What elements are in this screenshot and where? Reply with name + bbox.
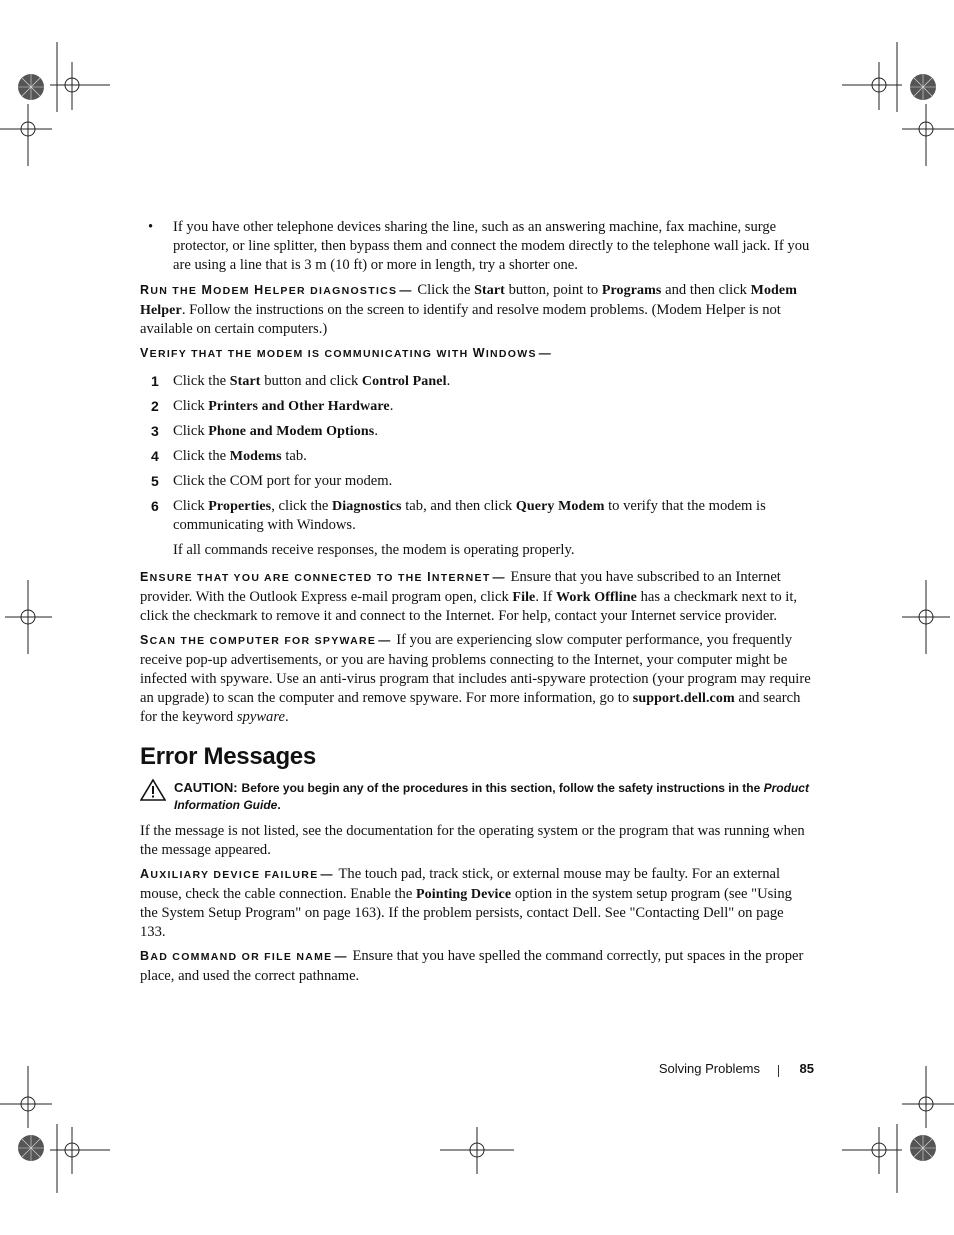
bad-command-paragraph: BAD COMMAND OR FILE NAME — Ensure that you have spelled the command correctly, put spaces in the proper place, and used the correct pathname. bbox=[140, 948, 804, 984]
spyware-heading: SCAN THE COMPUTER FOR SPYWARE bbox=[140, 633, 377, 647]
programs-menu-ref: Programs bbox=[601, 283, 662, 298]
page-body bbox=[140, 218, 812, 991]
page-number: 85 bbox=[799, 1061, 814, 1076]
bullet-item bbox=[140, 218, 812, 275]
bullet-icon: • bbox=[148, 219, 154, 235]
caution-icon bbox=[140, 779, 166, 801]
step-item: 5 Click the COM port for your modem. bbox=[151, 473, 393, 489]
caution-notice: CAUTION: Before you begin any of the procedures in this section, follow the safety instructions in the Product Information Guide. bbox=[140, 779, 812, 814]
modem-helper-heading: RUN THE MODEM HELPER DIAGNOSTICS bbox=[140, 283, 398, 297]
step-item: 4 Click the Modems tab. bbox=[151, 448, 307, 464]
verify-steps-list bbox=[140, 372, 812, 535]
modem-helper-paragraph: RUN THE MODEM HELPER DIAGNOSTICS — Click the Start button, point to Programs and then click Modem Helper. Follow the instructions on the screen to identify and resolve modem problems. (Modem Helper is not available on certain computers.) bbox=[140, 282, 798, 337]
footer-section-title: Solving Problems bbox=[658, 1061, 760, 1076]
support-link[interactable]: support.dell.com bbox=[632, 691, 735, 706]
step-item: 3 Click Phone and Modem Options. bbox=[151, 423, 378, 439]
internet-heading: ENSURE THAT YOU ARE CONNECTED TO THE INTERNET bbox=[140, 570, 491, 584]
step-item: 6 Click Properties, click the Diagnostics tab, and then click Query Modem to verify that the modem is communicating with Windows. bbox=[151, 498, 766, 533]
step-item: 1 Click the Start button and click Control Panel. bbox=[151, 373, 451, 389]
footer-divider bbox=[778, 1065, 779, 1077]
step6-note: If all commands receive responses, the modem is operating properly. bbox=[173, 542, 575, 558]
verify-modem-heading: VERIFY THAT THE MODEM IS COMMUNICATING WITH WINDOWS — bbox=[140, 346, 551, 360]
aux-device-paragraph: AUXILIARY DEVICE FAILURE — The touch pad, track stick, or external mouse may be faulty. For an external mouse, check the cable connection. Enable the Pointing Device option in the system setup program (see "Using the System Setup Program" on page 163). If the problem persists, contact Dell. See "Contacting Dell" on page 133. bbox=[140, 866, 792, 940]
error-messages-title: Error Messages bbox=[140, 743, 316, 770]
modem-helper-ref: Modem Helper bbox=[140, 283, 798, 318]
error-intro: If the message is not listed, see the documentation for the operating system or the program that was running when the message appeared. bbox=[140, 823, 805, 858]
bullet-text: If you have other telephone devices sharing the line, such as an answering machine, fax machine, surge protector, or line splitter, then bypass them and connect the modem directly to the telephone wall jack. If you are using a line that is 3 m (10 ft) or more in length, try a shorter one. bbox=[173, 219, 810, 273]
step-item: 2 Click Printers and Other Hardware. bbox=[151, 398, 394, 414]
internet-paragraph: ENSURE THAT YOU ARE CONNECTED TO THE INTERNET — Ensure that you have subscribed to an Internet provider. With the Outlook Express e-mail program open, click File. If Work Offline has a checkmark next to it, click the checkmark to remove it and connect to the Internet. For help, contact your Internet service provider. bbox=[140, 569, 798, 624]
spyware-paragraph: SCAN THE COMPUTER FOR SPYWARE — If you are experiencing slow computer performance, you frequently receive pop-up advertisements, or you are having problems connecting to the Internet, your computer might be infected with spyware. Use an anti-virus program that includes anti-spyware protection (your program may require an upgrade) to scan the computer and remove spyware. For more information, go to support.dell.com and search for the keyword spyware. bbox=[140, 632, 811, 725]
start-menu-ref: Start bbox=[474, 283, 505, 298]
